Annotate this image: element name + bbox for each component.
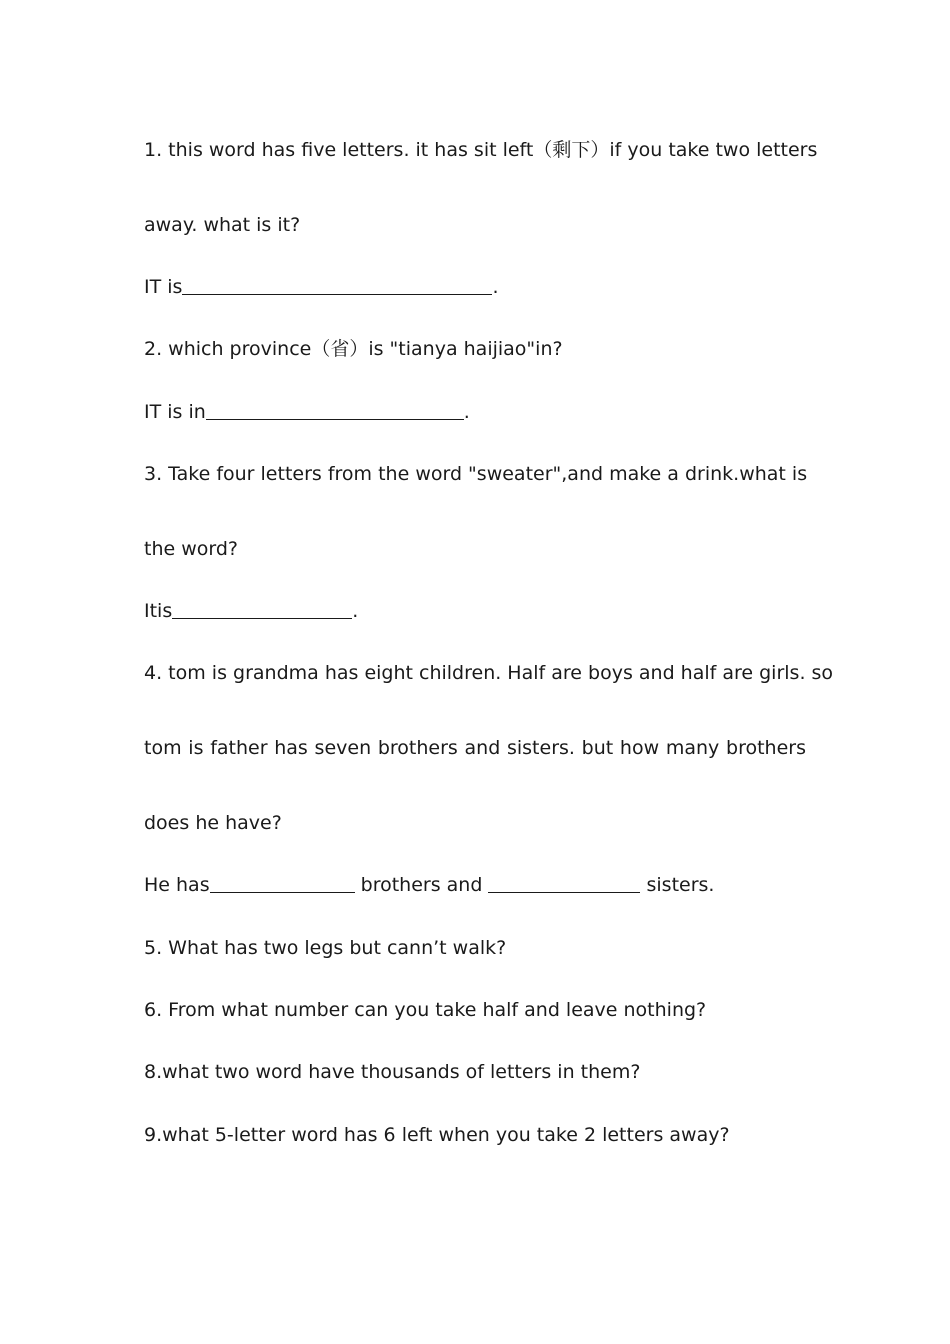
question-4-answer bbox=[144, 872, 806, 898]
question-4-line-2: tom is father has seven brothers and sisters. but how many brothers bbox=[144, 737, 806, 759]
question-1-answer bbox=[144, 274, 806, 300]
question-2-answer bbox=[144, 399, 806, 425]
answer-blank-sisters[interactable] bbox=[488, 872, 640, 893]
question-3-line-2: the word? bbox=[144, 538, 239, 560]
answer-middle: brothers and bbox=[354, 874, 489, 896]
answer-prefix: He has bbox=[144, 874, 210, 896]
question-3-answer bbox=[144, 598, 806, 624]
question-2-line-1: 2. which province（省）is "tianya haijiao"in? bbox=[144, 338, 563, 360]
answer-prefix: Itis bbox=[144, 600, 173, 622]
question-3-line-1: 3. Take four letters from the word "sweater",and make a drink.what is bbox=[144, 463, 808, 485]
question-5-line-1: 5. What has two legs but cann’t walk? bbox=[144, 937, 507, 959]
answer-blank-brothers[interactable] bbox=[210, 872, 355, 893]
question-4-line-1: 4. tom is grandma has eight children. Half are boys and half are girls. so bbox=[144, 662, 834, 684]
question-9-line-1: 9.what 5-letter word has 6 left when you take 2 letters away? bbox=[144, 1124, 730, 1146]
answer-prefix: IT is bbox=[144, 276, 183, 298]
question-4-line-3: does he have? bbox=[144, 812, 282, 834]
question-1-line-2: away. what is it? bbox=[144, 214, 301, 236]
answer-suffix: . bbox=[463, 401, 470, 423]
answer-suffix: . bbox=[352, 600, 359, 622]
question-6-line-1: 6. From what number can you take half and leave nothing? bbox=[144, 999, 707, 1021]
answer-blank[interactable] bbox=[182, 274, 492, 295]
question-1-line-1: 1. this word has five letters. it has sit left（剩下）if you take two letters bbox=[144, 139, 818, 161]
answer-prefix: IT is in bbox=[144, 401, 206, 423]
question-8-line-1: 8.what two word have thousands of letters in them? bbox=[144, 1061, 641, 1083]
answer-blank[interactable] bbox=[172, 598, 352, 619]
answer-blank[interactable] bbox=[206, 399, 464, 420]
answer-suffix: . bbox=[492, 276, 499, 298]
answer-suffix: sisters. bbox=[640, 874, 715, 896]
